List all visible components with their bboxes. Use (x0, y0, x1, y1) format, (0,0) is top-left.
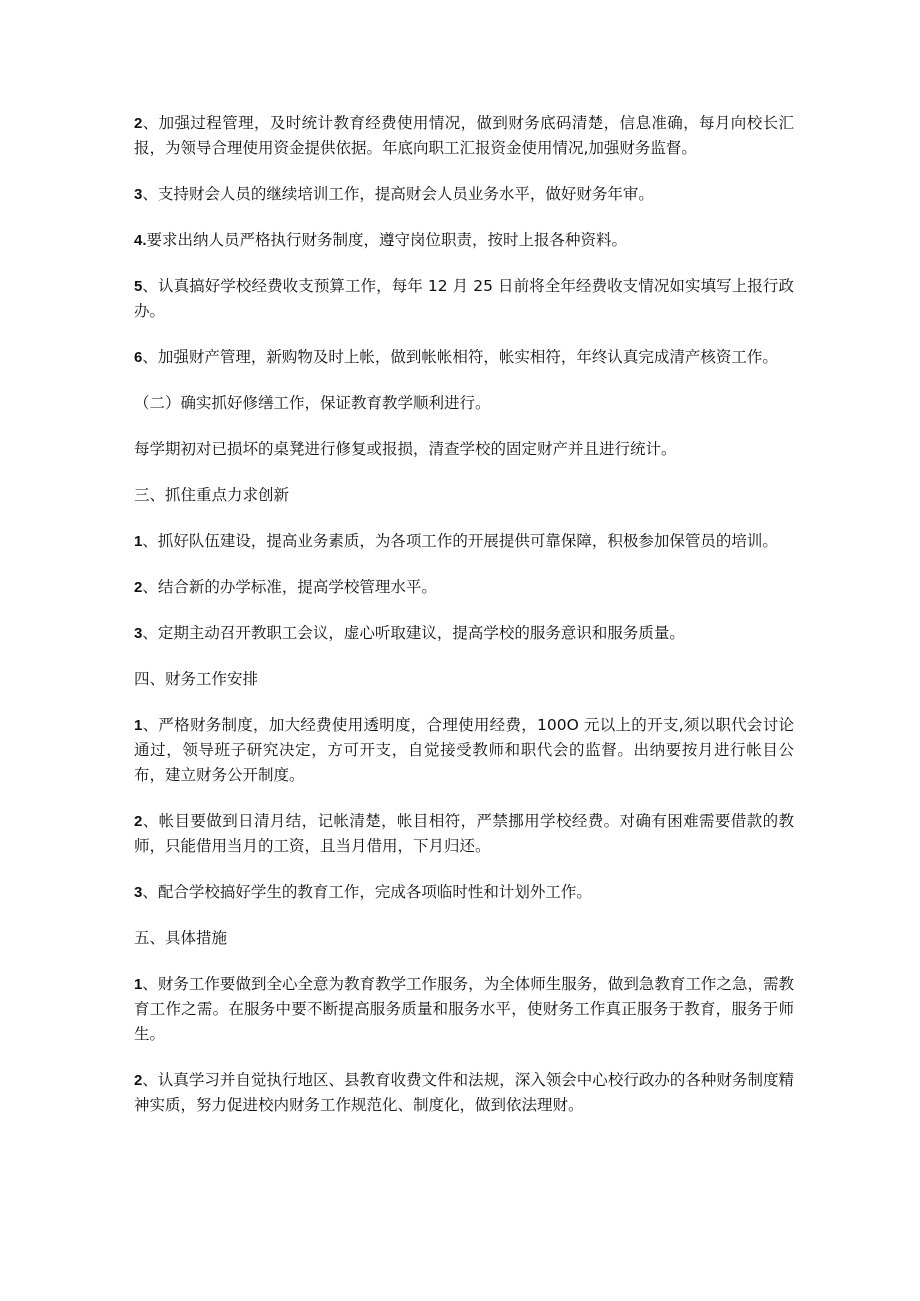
item-number: 5 (134, 278, 143, 295)
document-body (134, 111, 794, 1139)
paragraph-daily-accounts (134, 809, 794, 859)
paragraph-text: 、抓好队伍建设，提高业务素质，为各项工作的开展提供可靠保障，积极参加保管员的培训。 (142, 532, 778, 550)
paragraph-text: 、定期主动召开教职工会议，虚心听取建议，提高学校的服务意识和服务质量。 (142, 624, 685, 642)
paragraph-text: 、加强财产管理，新购物及时上帐，做到帐帐相符，帐实相符，年终认真完成清产核资工作。 (142, 348, 778, 366)
paragraph-text: （二）确实抓好修缮工作，保证教育教学顺利进行。 (134, 394, 491, 412)
item-number: 2 (134, 579, 143, 596)
paragraph-property-management (134, 345, 794, 370)
item-number: 1 (134, 976, 143, 993)
paragraph-text: 、严格财务制度，加大经费使用透明度，合理使用经费，100O 元以上的开支,须以职代会讨论通过，领导班子研究决定，方可开支，自觉接受教师和职代会的监督。出纳要按月进行帐目公布，建立财务公开制度。 (134, 716, 794, 784)
item-number: 3 (134, 884, 143, 901)
paragraph-repairs (134, 437, 794, 462)
paragraph-text: 、帐目要做到日清月结，记帐清楚，帐目相符，严禁挪用学校经费。对确有困难需要借款的教师，只能借用当月的工资，且当月借用，下月归还。 (134, 812, 794, 855)
paragraph-service-education (134, 972, 794, 1047)
item-number: 3 (134, 625, 143, 642)
paragraph-staff-training (134, 182, 794, 207)
subsection-heading-repairs (134, 391, 794, 416)
paragraph-text: 、加强过程管理，及时统计教育经费使用情况，做到财务底码清楚，信息准确，每月向校长汇报，为领导合理使用资金提供依据。年底向职工汇报资金使用情况,加强财务监督。 (134, 114, 794, 157)
paragraph-text: 、认真学习并自觉执行地区、县教育收费文件和法规，深入领会中心校行政办的各种财务制度精神实质，努力促进校内财务工作规范化、制度化，做到依法理财。 (134, 1071, 794, 1114)
section-heading-innovation (134, 483, 794, 508)
item-number: 1 (134, 533, 143, 550)
item-number: 6 (134, 349, 143, 366)
item-number: 2 (134, 1072, 143, 1089)
item-number: 4. (134, 232, 147, 249)
paragraph-cashier-rules (134, 228, 794, 253)
item-number: 3 (134, 186, 143, 203)
paragraph-staff-meetings (134, 621, 794, 646)
section-heading-arrangements (134, 667, 794, 692)
paragraph-strict-finance (134, 713, 794, 788)
paragraph-text: 要求出纳人员严格执行财务制度，遵守岗位职责，按时上报各种资料。 (146, 231, 628, 249)
paragraph-text: 四、财务工作安排 (134, 670, 259, 688)
paragraph-team-building (134, 529, 794, 554)
paragraph-budget (134, 274, 794, 324)
paragraph-text: 、支持财会人员的继续培训工作，提高财会人员业务水平，做好财务年审。 (142, 185, 654, 203)
paragraph-text: 每学期初对已损坏的桌凳进行修复或报损，清查学校的固定财产并且进行统计。 (134, 440, 677, 458)
item-number: 2 (134, 115, 143, 132)
paragraph-text: 、结合新的办学标准，提高学校管理水平。 (142, 578, 437, 596)
paragraph-regulations (134, 1068, 794, 1118)
section-heading-measures (134, 926, 794, 951)
paragraph-support-education (134, 880, 794, 905)
paragraph-text: 五、具体措施 (134, 929, 228, 947)
paragraph-school-standards (134, 575, 794, 600)
paragraph-text: 、财务工作要做到全心全意为教育教学工作服务，为全体师生服务，做到急教育工作之急，需教育工作之需。在服务中要不断提高服务质量和服务水平，使财务工作真正服务于教育，服务于师生。 (134, 975, 794, 1043)
paragraph-text: 、认真搞好学校经费收支预算工作，每年 12 月 25 日前将全年经费收支情况如实填写上报行政办。 (134, 277, 794, 320)
paragraph-finance-process (134, 111, 794, 161)
item-number: 2 (134, 813, 143, 830)
paragraph-text: 、配合学校搞好学生的教育工作，完成各项临时性和计划外工作。 (142, 883, 592, 901)
paragraph-text: 三、抓住重点力求创新 (134, 486, 290, 504)
item-number: 1 (134, 717, 143, 734)
